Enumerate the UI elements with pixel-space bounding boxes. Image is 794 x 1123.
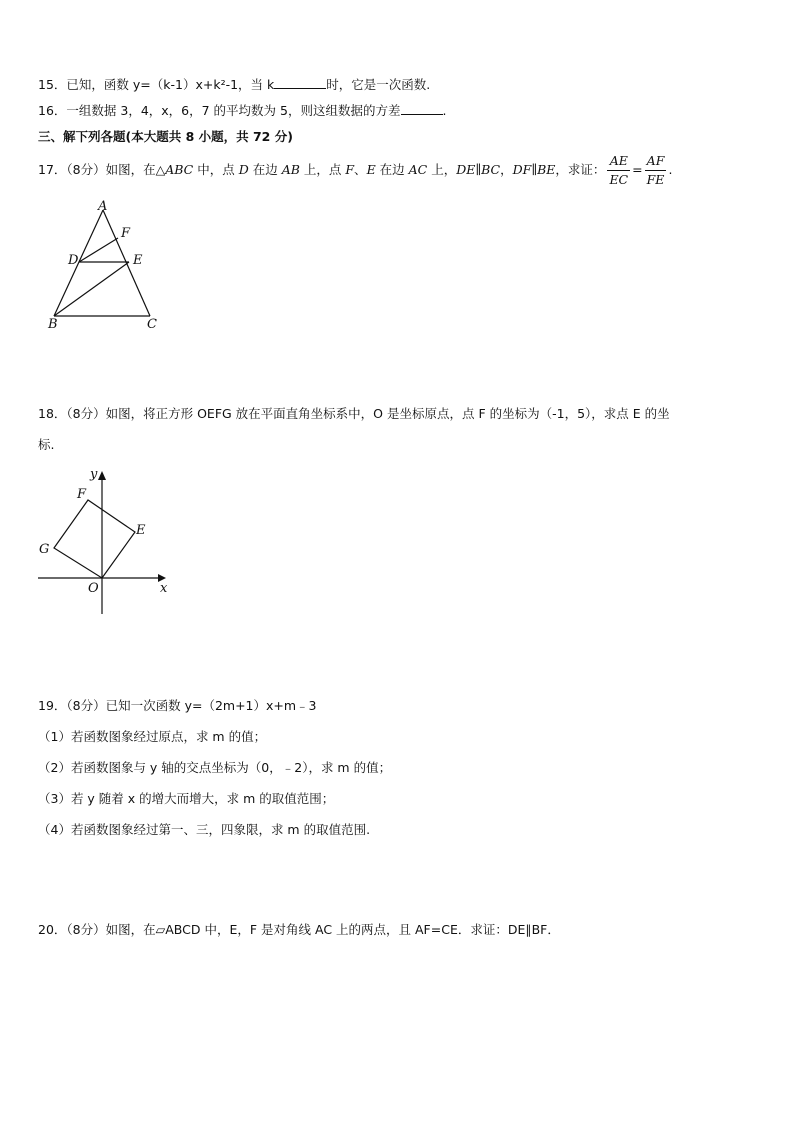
square-oefg — [54, 500, 135, 578]
q18-square-figure — [30, 462, 180, 622]
q19-part — [38, 759, 391, 777]
q17-equals: = — [632, 162, 643, 177]
label-f: F — [77, 487, 87, 502]
q19-part-3: （3）若 y 随着 x 的增大而增大，求 m 的取值范围； — [38, 791, 335, 806]
q17-e: E — [366, 162, 376, 177]
question-16 — [38, 102, 446, 120]
q16-suffix: . — [442, 103, 447, 118]
label-b: B — [48, 317, 58, 332]
question-15 — [38, 76, 430, 94]
q16-prefix: 16．一组数据 3，4，x，6，7 的平均数为 5，则这组数据的方差 — [38, 103, 401, 118]
q17-t9: ，求证： — [555, 162, 606, 177]
q17-d: D — [238, 162, 249, 177]
q17-df-parallel-be: DF∥BE — [512, 162, 556, 177]
q19-part — [38, 728, 266, 746]
q17-end: . — [668, 162, 673, 177]
q15-answer-blank — [274, 76, 326, 89]
q19-part — [38, 821, 370, 839]
label-o: O — [88, 581, 99, 596]
q17-t4: 上，点 — [299, 162, 346, 177]
q20-text: 20．（8分）如图，在▱ABCD 中，E，F 是对角线 AC 上的两点，且 AF=CE．求证：DE∥BF． — [38, 922, 560, 937]
q17-text: 17．（8分）如图，在△ — [38, 162, 166, 177]
q19-stem: 19．（8分）已知一次函数 y=（2m+1）x+m﹣3 — [38, 698, 317, 713]
q17-triangle-figure — [40, 198, 170, 336]
label-a: A — [98, 199, 108, 214]
q17-ac: AC — [408, 162, 428, 177]
q18-text-line2: 标. — [38, 437, 55, 452]
q15-prefix: 15．已知，函数 y=（k-1）x+k²-1，当 k — [38, 77, 275, 92]
q17-fraction-ae-ec — [607, 152, 630, 189]
q17-de-parallel-bc: DE∥BC — [456, 162, 501, 177]
q17-t7: 上， — [427, 162, 457, 177]
q16-answer-blank — [401, 102, 443, 115]
q17-t6: 在边 — [375, 162, 409, 177]
segment-ab — [54, 210, 103, 316]
question-17 — [38, 150, 672, 190]
question-18-line2 — [38, 436, 54, 454]
frac2-denominator: FE — [646, 172, 665, 187]
section-heading — [38, 128, 293, 146]
q18-text-line1: 18．（8分）如图，将正方形 OEFG 放在平面直角坐标系中，O 是坐标原点，点 F 的坐标为（-1，5），求点 E 的坐 — [38, 406, 670, 421]
q17-t2: 中，点 — [193, 162, 239, 177]
q19-part-2: （2）若函数图象与 y 轴的交点坐标为（0，﹣2），求 m 的值； — [38, 760, 392, 775]
frac1-denominator: EC — [609, 172, 629, 187]
q17-f: F — [345, 162, 355, 177]
label-e: E — [136, 523, 146, 538]
q17-t5: 、 — [354, 162, 367, 177]
q19-part-4: （4）若函数图象经过第一、三，四象限，求 m 的取值范围. — [38, 822, 371, 837]
q17-t3: 在边 — [248, 162, 282, 177]
question-20 — [38, 921, 560, 939]
question-18-line1 — [38, 405, 670, 423]
section-title: 三、解下列各题(本大题共 8 小题，共 72 分) — [38, 129, 293, 144]
label-f: F — [121, 226, 131, 241]
q15-suffix: 时，它是一次函数. — [326, 77, 431, 92]
y-axis-arrow-icon — [98, 471, 106, 480]
label-d: D — [68, 253, 79, 268]
frac2-numerator: AF — [645, 152, 667, 171]
q17-ab: AB — [281, 162, 300, 177]
label-y: y — [90, 467, 98, 482]
q19-part — [38, 790, 334, 808]
q17-fraction-af-fe — [645, 152, 667, 189]
label-c: C — [147, 317, 157, 332]
q17-abc: ABC — [165, 162, 194, 177]
frac1-numerator: AE — [607, 152, 630, 171]
label-e: E — [133, 253, 143, 268]
q19-part-1: （1）若函数图象经过原点，求 m 的值； — [38, 729, 267, 744]
label-g: G — [39, 542, 50, 557]
question-19 — [38, 697, 317, 715]
segment-be — [54, 262, 129, 316]
q17-t8: ， — [500, 162, 513, 177]
label-x: x — [160, 581, 168, 596]
